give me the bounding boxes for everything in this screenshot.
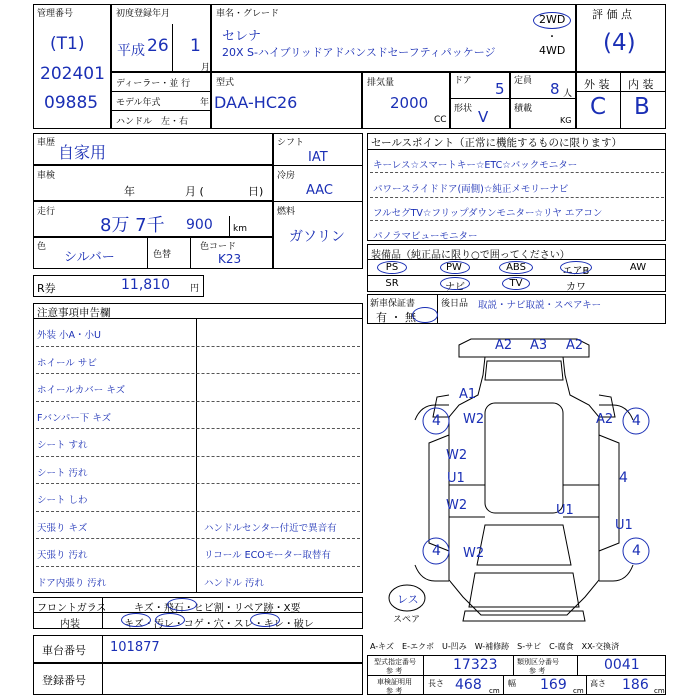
note-left-5: シート すれ — [37, 440, 88, 451]
tire-4-left-upper: 4 — [432, 413, 441, 429]
length-unit: cm — [489, 687, 500, 695]
note-right-8: ハンドルセンター付近で異音有 — [204, 522, 337, 534]
warranty-none-circle — [412, 307, 438, 323]
front-glass-label: フロントガラス — [37, 603, 107, 614]
selling-point-3: フルセグTV☆フリップダウンモニター☆リヤ エアコン — [373, 208, 603, 219]
note-left-7: シート しわ — [37, 495, 88, 506]
equip-navi-circle — [440, 277, 470, 290]
shift-value: IAT — [308, 150, 328, 165]
warranty-value: 有 ・ 無 — [376, 311, 416, 324]
year-value: 26 — [147, 36, 169, 56]
interior-scratch-circle — [121, 613, 151, 627]
class-label: 類別区分番号 — [517, 658, 559, 666]
era-label: 平成 — [117, 43, 145, 59]
height-unit: cm — [654, 687, 665, 695]
note-left-2: ホイール サビ — [37, 357, 97, 369]
equip-abs: ABS — [506, 262, 526, 273]
door-label: ドア — [454, 76, 472, 86]
first-registration-label: 初度登録年月 — [116, 9, 171, 19]
model-year-unit: 年 — [200, 98, 210, 108]
color-label: 色 — [37, 242, 47, 252]
color-change-label: 色替 — [153, 250, 172, 260]
later-items-label: 後日品 — [441, 299, 469, 309]
mark-a1: A1 — [459, 387, 477, 402]
displacement-label: 排気量 — [367, 78, 395, 88]
inspection-month: 月 ( — [185, 185, 204, 198]
interior-damage-value: キズ・汚レ・コゲ・穴・スレ・キレ・破レ — [124, 619, 314, 630]
chassis-value: 101877 — [110, 640, 160, 655]
mark-a2-rear-right: A2 — [566, 338, 584, 353]
note-left-3: ホイールカバー キズ — [37, 385, 126, 396]
equip-tv: TV — [509, 278, 523, 289]
ac-value: AAC — [306, 183, 333, 198]
month-value: 1 — [190, 36, 201, 56]
mark-w2-left-lower: W2 — [446, 498, 468, 513]
month-unit: 月 — [201, 63, 211, 73]
interior-value: B — [634, 94, 650, 120]
ac-label: 冷房 — [277, 171, 296, 181]
mgmt-number-3: 09885 — [44, 93, 99, 113]
note-right-9: リコール ECOモーター取替有 — [204, 550, 331, 561]
equip-airbag: エアB — [562, 266, 590, 277]
equip-leather: カワ — [566, 282, 586, 293]
notes-title: 注意事項申告欄 — [37, 307, 111, 319]
mileage-sub: 900 — [186, 217, 213, 233]
width-unit: cm — [573, 687, 584, 695]
interior-dirt-circle — [155, 613, 185, 627]
score-value: (4) — [603, 30, 636, 56]
mark-a2-right: A2 — [596, 412, 614, 427]
color-code-label: 色コード — [200, 242, 237, 252]
selling-point-4: パノラマビューモニター — [373, 231, 478, 242]
handle-label: ハンドル 左・右 — [116, 117, 189, 127]
type-cert-label: 型式指定番号 — [374, 658, 416, 666]
type-cert-sub: 参 考 — [386, 667, 403, 675]
shape-value: V — [478, 108, 489, 126]
mark-w2-left-bottom: W2 — [463, 546, 485, 561]
displacement-value: 2000 — [390, 94, 429, 112]
later-items-value: 取説・ナビ取説・スペアキー — [478, 300, 602, 311]
mileage-value: 8万 7千 — [100, 215, 165, 236]
selling-point-2: パワースライドドア(両側)☆純正メモリーナビ — [373, 184, 569, 195]
spare-label: スペア — [393, 615, 421, 625]
inspection-label: 車検 — [37, 171, 56, 181]
interior-label: 内 装 — [628, 78, 654, 91]
r-ticket-box — [33, 275, 204, 297]
height-value: 186 — [622, 677, 649, 693]
right-4: 4 — [619, 470, 628, 486]
note-left-1: 外装 小A・小U — [37, 330, 101, 341]
height-label: 高さ — [590, 679, 606, 688]
equip-ps-circle — [377, 261, 407, 274]
model-year-label: モデル年式 — [116, 98, 161, 108]
width-label: 幅 — [508, 679, 516, 688]
tire-4-right-upper: 4 — [632, 413, 641, 429]
note-left-9: 天張り 汚れ — [37, 550, 88, 561]
equip-navi: ナビ — [445, 282, 465, 293]
color-value: シルバー — [64, 250, 115, 265]
inspection-box — [33, 165, 273, 201]
warranty-label: 新車保証書 — [370, 299, 416, 309]
note-right-10: ハンドル 汚れ — [204, 577, 265, 589]
equip-tv-circle — [502, 277, 530, 290]
drive-2wd: 2WD — [539, 13, 566, 26]
r-ticket-label: R券 — [37, 282, 56, 295]
equip-aw: AW — [629, 262, 647, 273]
load-label: 積載 — [514, 104, 533, 114]
exterior-label: 外 装 — [584, 78, 610, 91]
mark-u1-left: U1 — [447, 471, 465, 486]
score-label: 評 価 点 — [592, 8, 632, 21]
fuel-value: ガソリン — [289, 229, 345, 245]
registration-label: 登録番号 — [42, 674, 86, 687]
capacity-label: 定員 — [514, 76, 533, 86]
car-cert-sub: 参 考 — [386, 687, 403, 695]
car-name: セレナ — [222, 29, 262, 44]
mgmt-number-label: 管理番号 — [37, 9, 74, 19]
door-value: 5 — [495, 80, 505, 98]
tire-4-left-lower: 4 — [432, 543, 441, 559]
equip-abs-circle — [499, 261, 533, 274]
car-name-label: 車名・グレード — [216, 9, 280, 19]
mark-w2-left-upper: W2 — [463, 412, 485, 427]
equip-pw-circle — [440, 261, 470, 274]
mileage-label: 走行 — [37, 207, 56, 217]
equip-pw: PW — [446, 262, 462, 273]
capacity-unit: 人 — [563, 89, 573, 99]
mark-a2-rear-left: A2 — [495, 338, 513, 353]
drive-dot: ・ — [547, 32, 557, 43]
width-value: 169 — [540, 677, 567, 693]
r-ticket-value: 11,810 — [121, 277, 170, 293]
fuel-label: 燃料 — [277, 207, 296, 217]
length-value: 468 — [455, 677, 482, 693]
note-left-6: シート 汚れ — [37, 467, 88, 479]
shift-label: シフト — [277, 138, 305, 148]
damage-legend: A-キズ E-エクボ U-凹み W-補修跡 S-サビ C-腐食 XX-交換済 — [370, 642, 620, 651]
class-value: 0041 — [604, 657, 640, 673]
interior-scuff-circle — [250, 613, 280, 627]
tire-4-right-lower: 4 — [632, 543, 641, 559]
type-value: DAA-HC26 — [214, 93, 298, 112]
displacement-unit: CC — [434, 115, 447, 125]
type-cert-value: 17323 — [453, 657, 498, 673]
length-label: 長さ — [428, 679, 444, 688]
selling-point-1: キーレス☆スマートキー☆ETC☆バックモニター — [373, 160, 578, 171]
shape-label: 形状 — [454, 104, 473, 114]
mark-a3-rear: A3 — [530, 338, 548, 353]
grade: 20X S-ハイブリッドアドバンスドセーフティパッケージ — [222, 46, 496, 59]
interior-damage-label: 内装 — [60, 619, 80, 630]
class-sub: 参 考 — [529, 667, 546, 675]
note-left-4: Fバンパー下 キズ — [37, 412, 112, 424]
history-value: 自家用 — [58, 143, 107, 162]
capacity-value: 8 — [550, 80, 560, 98]
note-left-10: ドア内張り 汚れ — [37, 577, 107, 589]
front-glass-value: キズ・飛石・ヒビ割・リペア跡・X要 — [134, 603, 301, 614]
load-unit: KG — [560, 116, 572, 125]
spare-mark: レス — [397, 593, 419, 606]
exterior-value: C — [590, 94, 607, 120]
chassis-label: 車台番号 — [42, 644, 86, 657]
history-label: 車歴 — [37, 138, 56, 148]
mark-u1-right: U1 — [615, 518, 633, 533]
mileage-unit: km — [233, 224, 247, 234]
equip-airbag-circle — [560, 261, 592, 274]
front-glass-chip-circle — [167, 598, 197, 611]
mark-w2-side-upper: W2 — [446, 448, 468, 463]
equip-sr: SR — [385, 278, 399, 289]
selling-points-title: セールスポイント（正常に機能するものに限ります） — [371, 137, 623, 149]
mark-u1-center: U1 — [556, 503, 574, 518]
inspection-year: 年 — [124, 185, 135, 198]
equip-ps: PS — [385, 262, 399, 273]
inspection-day: 日) — [248, 185, 264, 198]
equipment-title: 装備品（純正品に限り○で囲ってください） — [371, 250, 570, 261]
mgmt-number-1: (T1) — [50, 34, 85, 54]
r-ticket-unit: 円 — [190, 284, 200, 294]
note-left-8: 天張り キズ — [37, 522, 88, 534]
mgmt-number-2: 202401 — [40, 64, 105, 84]
color-code-value: K23 — [218, 252, 242, 266]
type-label: 型式 — [216, 78, 235, 88]
dealer-label: ディーラー・並 行 — [116, 79, 191, 89]
car-cert-label: 車検証明用 — [377, 678, 412, 686]
drive-4wd: 4WD — [539, 44, 566, 57]
